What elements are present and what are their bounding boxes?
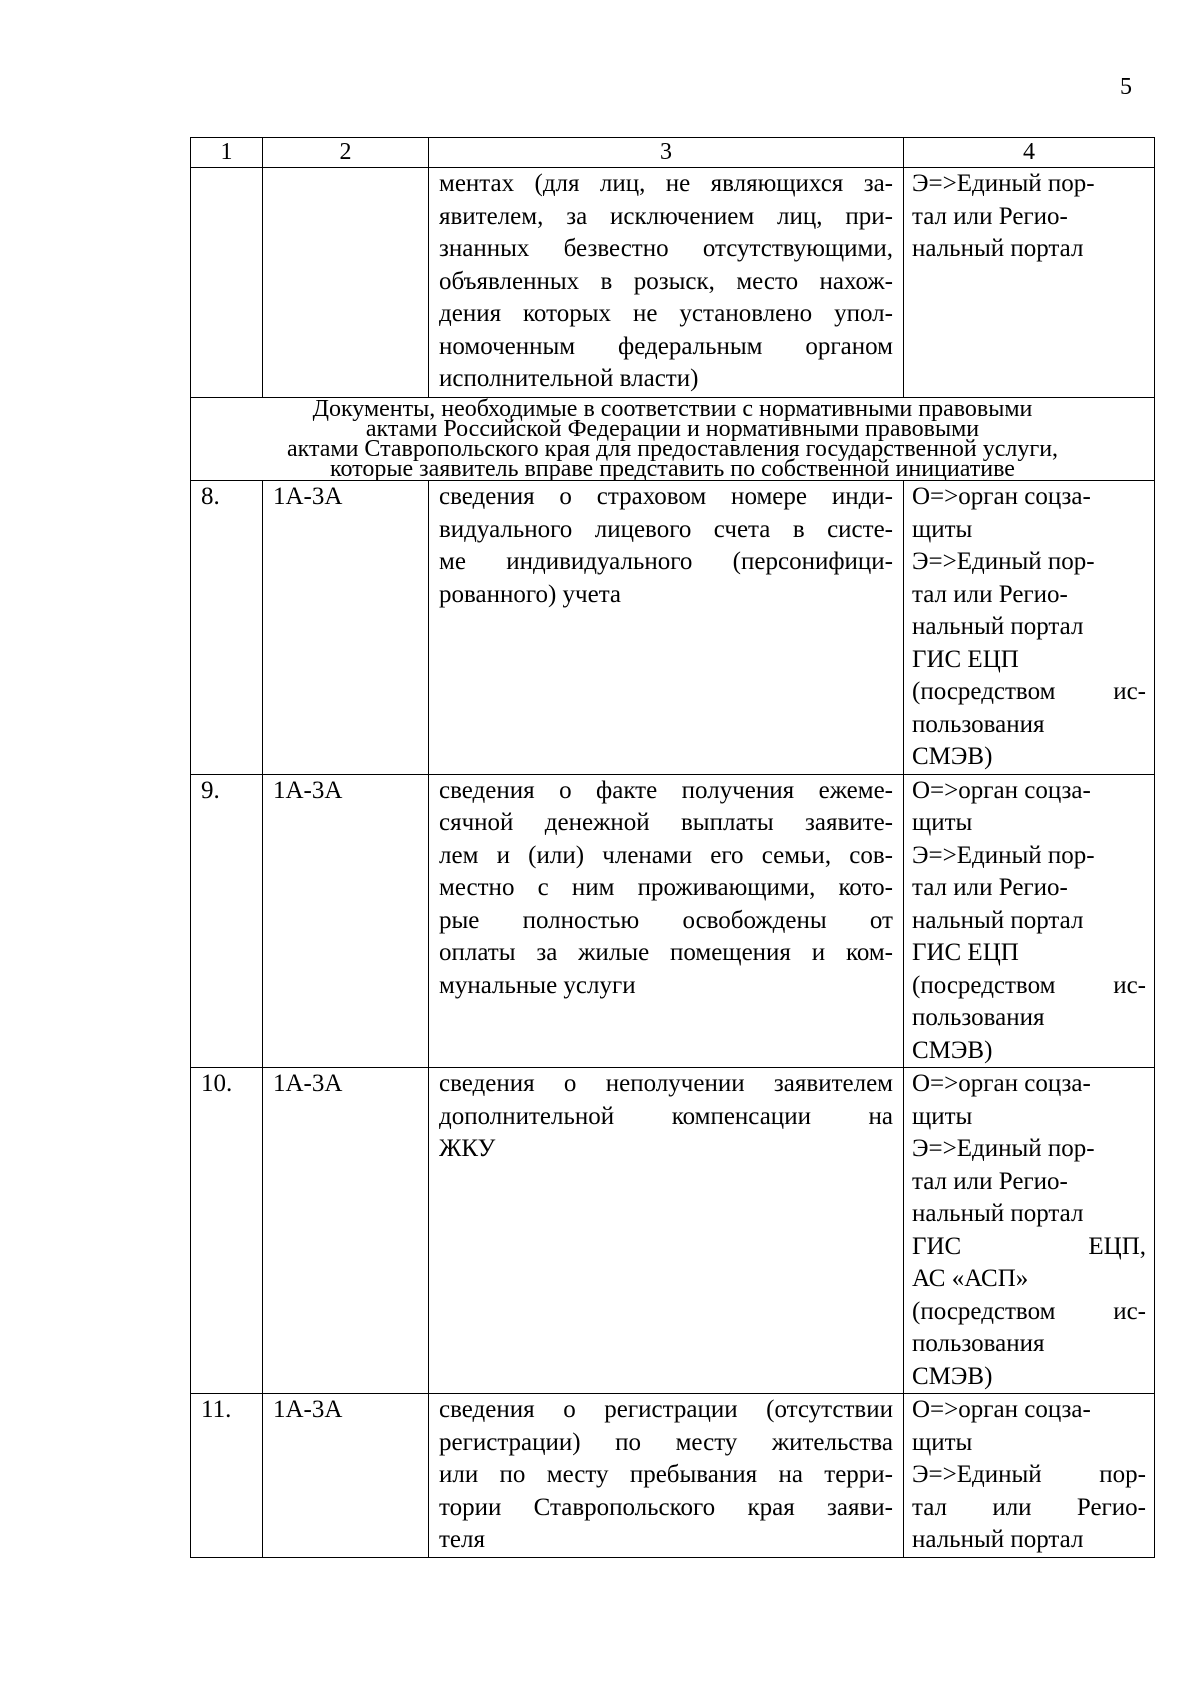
text-line: нальный портал bbox=[912, 235, 1084, 262]
text-line: О=>орган соцза- bbox=[912, 1070, 1091, 1097]
text-line: оплаты за жилые помещения и ком- bbox=[439, 939, 893, 966]
description-cell bbox=[429, 1068, 904, 1394]
column-header: 1 bbox=[191, 138, 263, 168]
text-line: ГИС ЕЦП bbox=[912, 939, 1019, 966]
text-line: актами Российской Федерации и нормативными правовыми bbox=[365, 416, 980, 442]
text-line: нальный портал bbox=[912, 613, 1084, 640]
text-line: теля bbox=[439, 1526, 485, 1553]
text-line: регистрации) по месту жительства bbox=[439, 1428, 893, 1456]
text-line: пользования bbox=[912, 1330, 1045, 1357]
text-line: дения которых не установлено упол- bbox=[439, 300, 893, 327]
text-line: ГИС ЕЦП bbox=[912, 645, 1019, 673]
text-line: АС «АСП» bbox=[912, 1265, 1029, 1292]
text-line: сведения о страховом номере инди- bbox=[439, 483, 893, 510]
text-line: (посредством ис- bbox=[912, 971, 1146, 999]
text-line: видуального лицевого счета в систе- bbox=[439, 515, 893, 543]
text-line: лем и (или) членами его семьи, сов- bbox=[439, 841, 893, 869]
text-line: ментах (для лиц, не являющихся за- bbox=[439, 170, 893, 197]
table-row bbox=[191, 774, 1155, 1068]
text-line: нальный портал bbox=[912, 1526, 1084, 1553]
text-line: номоченным федеральным органом bbox=[439, 332, 893, 360]
text-line: или по месту пребывания на терри- bbox=[439, 1461, 893, 1488]
code-cell: 1А-3А bbox=[263, 1068, 429, 1394]
description-cell bbox=[429, 481, 904, 775]
text-line: щиты bbox=[912, 1102, 973, 1130]
table-header-row bbox=[191, 138, 1155, 168]
channel-cell bbox=[904, 1068, 1155, 1394]
text-line: сячной денежной выплаты заявите- bbox=[439, 809, 893, 836]
text-line: О=>орган соцза- bbox=[912, 1396, 1091, 1423]
text-line: сведения о факте получения ежеме- bbox=[439, 776, 893, 804]
text-line: местно с ним проживающими, кото- bbox=[439, 874, 893, 901]
text-line: Э=>Единый пор- bbox=[912, 1461, 1146, 1488]
text-line: ме индивидуального (персонифици- bbox=[439, 548, 893, 575]
text-line: пользования bbox=[912, 710, 1045, 738]
text-line: тал или Регио- bbox=[912, 202, 1068, 230]
column-header: 4 bbox=[904, 138, 1155, 168]
text-line: актами Ставропольского края для предоставления государственной услуги, bbox=[286, 436, 1059, 462]
channel-cell bbox=[904, 168, 1155, 398]
text-line: пользования bbox=[912, 1004, 1045, 1031]
text-line: СМЭВ) bbox=[912, 1362, 993, 1390]
number-cell: 11. bbox=[191, 1394, 263, 1558]
table-row bbox=[191, 1068, 1155, 1394]
number-cell: 8. bbox=[191, 481, 263, 775]
column-header: 3 bbox=[429, 138, 904, 168]
text-line: Э=>Единый пор- bbox=[912, 548, 1095, 575]
document-table bbox=[190, 137, 1155, 1558]
text-line: исполнительной власти) bbox=[439, 365, 699, 392]
text-line: дополнительной компенсации на bbox=[439, 1102, 893, 1130]
text-line: сведения о регистрации (отсутствии bbox=[439, 1396, 893, 1423]
text-line: щиты bbox=[912, 515, 973, 543]
text-line: мунальные услуги bbox=[439, 971, 636, 999]
text-line: которые заявитель вправе представить по собственной инициативе bbox=[330, 456, 1015, 482]
text-line: знанных безвестно отсутствующими, bbox=[439, 235, 893, 262]
text-line: Документы, необходимые в соответствии с нормативными правовыми bbox=[312, 396, 1033, 422]
text-line: тал или Регио- bbox=[912, 1493, 1146, 1521]
section-heading bbox=[191, 398, 1155, 481]
text-line: рованного) учета bbox=[439, 580, 622, 608]
text-line: рые полностью освобождены от bbox=[439, 906, 893, 934]
number-cell bbox=[191, 168, 263, 398]
number-cell: 10. bbox=[191, 1068, 263, 1394]
text-line: тал или Регио- bbox=[912, 1167, 1068, 1195]
table-row bbox=[191, 481, 1155, 775]
description-cell bbox=[429, 1394, 904, 1558]
text-line: Э=>Единый пор- bbox=[912, 1135, 1095, 1162]
code-cell: 1А-3А bbox=[263, 481, 429, 775]
text-line: щиты bbox=[912, 809, 973, 836]
text-line: СМЭВ) bbox=[912, 1036, 993, 1064]
channel-cell bbox=[904, 774, 1155, 1068]
text-line: сведения о неполучении заявителем bbox=[439, 1070, 893, 1097]
channel-cell bbox=[904, 1394, 1155, 1558]
text-line: (посредством ис- bbox=[912, 1297, 1146, 1325]
text-line: объявленных в розыск, место нахож- bbox=[439, 267, 893, 295]
text-line: О=>орган соцза- bbox=[912, 776, 1091, 804]
channel-cell bbox=[904, 481, 1155, 775]
text-line: нальный портал bbox=[912, 906, 1084, 934]
description-cell bbox=[429, 168, 904, 398]
column-header: 2 bbox=[263, 138, 429, 168]
code-cell bbox=[263, 168, 429, 398]
text-line: О=>орган соцза- bbox=[912, 483, 1091, 510]
text-line: ГИС ЕЦП, bbox=[912, 1232, 1146, 1260]
text-line: тал или Регио- bbox=[912, 874, 1068, 901]
text-line: (посредством ис- bbox=[912, 678, 1146, 705]
page-number: 5 bbox=[1120, 74, 1132, 100]
continuation-row bbox=[191, 168, 1155, 398]
section-heading-row bbox=[191, 398, 1155, 481]
text-line: СМЭВ) bbox=[912, 743, 993, 770]
text-line: щиты bbox=[912, 1428, 973, 1456]
number-cell: 9. bbox=[191, 774, 263, 1068]
text-line: ЖКУ bbox=[439, 1135, 496, 1162]
table-row bbox=[191, 1394, 1155, 1558]
text-line: Э=>Единый пор- bbox=[912, 841, 1095, 869]
text-line: тории Ставропольского края заяви- bbox=[439, 1493, 893, 1521]
text-line: Э=>Единый пор- bbox=[912, 170, 1095, 197]
description-cell bbox=[429, 774, 904, 1068]
code-cell: 1А-3А bbox=[263, 1394, 429, 1558]
text-line: нальный портал bbox=[912, 1200, 1084, 1227]
text-line: тал или Регио- bbox=[912, 580, 1068, 608]
text-line: явителем, за исключением лиц, при- bbox=[439, 202, 893, 230]
code-cell: 1А-3А bbox=[263, 774, 429, 1068]
